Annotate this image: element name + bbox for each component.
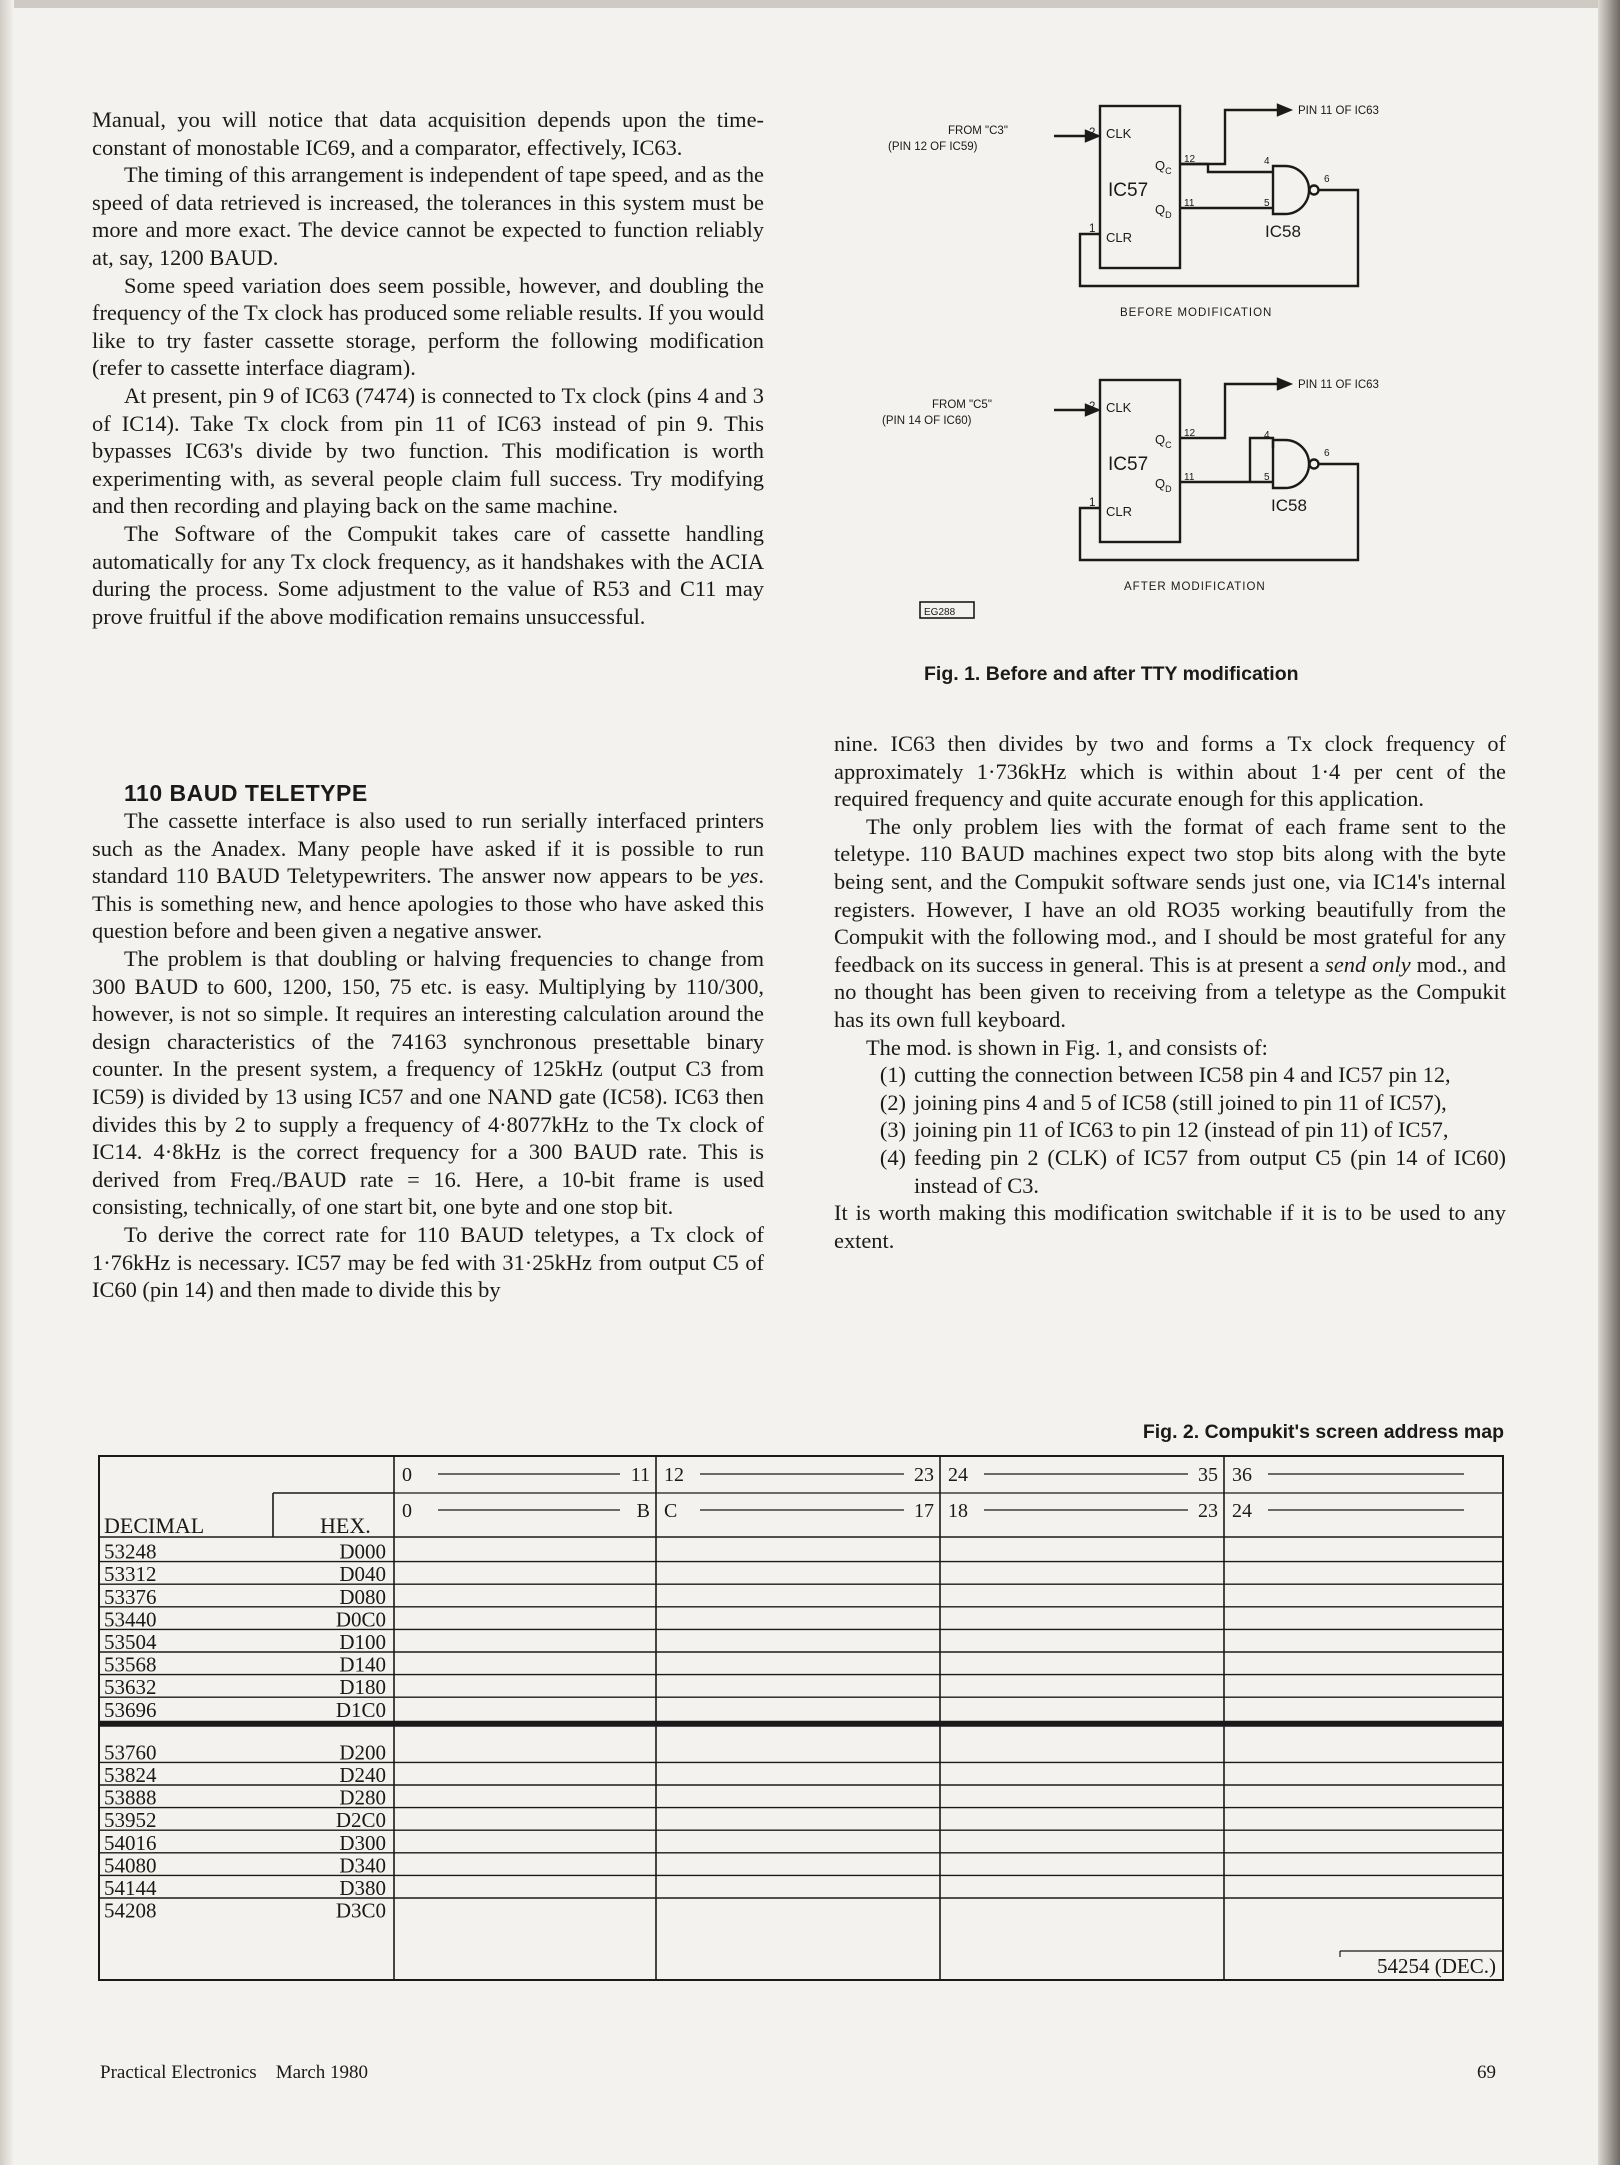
svg-text:12: 12 [1184, 154, 1196, 165]
list-item: (4) feeding pin 2 (CLK) of IC57 from output C5 (pin 14 of IC60) instead of C3. [879, 1144, 1506, 1198]
svg-text:1: 1 [1089, 497, 1096, 509]
paragraph: At present, pin 9 of IC63 (7474) is connected to Tx clock (pins 4 and 3 of IC14). Take Tx clock from pin 11 of IC63 instead of pin 9. This bypasses IC63's divide by two function. This modification is worth experimenting with, as several people claim full success. Try modifying and then recording and playing back on the same machine. [92, 382, 764, 519]
col-range-dec-start: 12 [664, 1464, 684, 1486]
screen-address-map [98, 1455, 1504, 1985]
svg-text:QC: $Q_C$ [1155, 158, 1172, 176]
col-range-hex-start: 18 [948, 1500, 968, 1522]
hex-address: D380 [339, 1876, 386, 1900]
svg-text:1: 1 [1089, 223, 1096, 235]
fig1-from-label: FROM "C3" [948, 125, 1008, 137]
svg-text:2: 2 [1089, 401, 1096, 413]
svg-text:CLR: CLR [1106, 230, 1133, 245]
hex-address: D280 [339, 1785, 386, 1810]
hex-address: D240 [339, 1763, 386, 1787]
col-range-hex-start: 0 [402, 1500, 412, 1522]
paragraph: The mod. is shown in Fig. 1, and consists of: [866, 1034, 1268, 1060]
paragraph: The Software of the Compukit takes care of cassette handling automatically for any Tx clock frequency, as it handshakes with the ACIA during the process. Some adjustment to the value of R53 and C11 may prove fruitful if the above modification remains unsuccessful. [92, 520, 764, 629]
hex-address: D040 [339, 1562, 386, 1587]
ic57-label: IC57 [1108, 180, 1149, 201]
fig2-caption: Fig. 2. Compukit's screen address map [1142, 1421, 1504, 1443]
svg-text:IC57: IC57 [1108, 454, 1149, 475]
table-frame [99, 1456, 1503, 1980]
hex-address: D080 [339, 1584, 386, 1609]
svg-text:FROM "C5": FROM "C5" [932, 399, 992, 411]
decimal-address: 53952 [104, 1808, 157, 1833]
paragraph: The only problem lies with the format of each frame sent to the teletype. 110 BAUD machines expect two stop bits along with the byte being sent, and the Compukit software sends just one, via IC14's internal registers. However, I have an old RO35 working beautifully from the Compukit with the following mod., and I should be most grateful for any feedback on its success in general. This is at present a send only mod., and no thought has been given to receiving from a teletype as the Compukit has its own full keyboard. [834, 813, 1506, 1032]
svg-text:4: 4 [1264, 156, 1270, 167]
svg-text:(PIN 14 OF IC60): (PIN 14 OF IC60) [882, 415, 972, 427]
paragraph: Some speed variation does seem possible, however, and doubling the frequency of the Tx clock has produced some reliable results. If you would like to try faster cassette storage, perform the following modification (refer to cassette interface diagram). [92, 272, 764, 381]
col-range-dec-start: 0 [402, 1464, 412, 1486]
decimal-address: 53248 [104, 1539, 157, 1564]
svg-text:11: 11 [1184, 198, 1195, 209]
paragraph: The timing of this arrangement is independent of tape speed, and as the speed of data retrieved is increased, the tolerances in this system must be more and more exact. The device cannot be expected to function reliably at, say, 1200 BAUD. [92, 162, 764, 270]
fig1-from-pin: (PIN 12 OF IC59) [888, 141, 978, 153]
section-heading: 110 BAUD TELETYPE [124, 780, 368, 806]
hex-address: D100 [339, 1630, 386, 1654]
decimal-address: 54144 [104, 1876, 157, 1900]
col-range-dec-start: 36 [1232, 1464, 1252, 1486]
svg-text:QC: $Q_C$ [1155, 432, 1172, 450]
col-range-dec-start: 24 [948, 1464, 968, 1486]
right-column-text [834, 730, 1506, 1254]
hex-address: D2C0 [335, 1808, 386, 1833]
list-item: (2) joining pins 4 and 5 of IC58 (still joined to pin 11 of IC57), [879, 1089, 1447, 1115]
decimal-address: 54016 [104, 1830, 157, 1855]
left-column-text [92, 106, 764, 630]
decimal-address: 53312 [104, 1562, 157, 1587]
paragraph: The cassette interface is also used to run serially interfaced printers such as the Anadex. Many people have asked if it is possible to run standard 110 BAUD Teletypewriters. The answer now appears to be yes. This is something new, and hence apologies to those who have asked this question before and been given a negative answer. [92, 808, 764, 944]
svg-text:CLK: CLK [1106, 126, 1132, 141]
fig1-caption: Fig. 1. Before and after TTY modification [924, 663, 1299, 685]
hex-address: D180 [339, 1675, 386, 1700]
svg-text:CLR: CLR [1106, 504, 1133, 519]
magazine-name: Practical Electronics [100, 2062, 257, 2083]
decimal-address: 53568 [104, 1652, 157, 1677]
svg-text:11: 11 [1184, 472, 1195, 483]
modification-list [834, 1061, 1506, 1199]
paragraph: nine. IC63 then divides by two and forms a Tx clock frequency of approximately 1·736kHz which is within about 1·4 per cent of the required frequency and quite accurate enough for this application. [834, 731, 1506, 812]
paragraph: It is worth making this modification switchable if it is to be used to any extent. [834, 1200, 1506, 1253]
list-item: (1) cutting the connection between IC58 pin 4 and IC57 pin 12, [879, 1062, 1451, 1088]
svg-text:QD: $Q_D$ [1155, 202, 1172, 220]
col-range-hex-end: B [636, 1500, 650, 1522]
before-label: BEFORE MODIFICATION [1120, 307, 1273, 319]
svg-text:IC58: IC58 [1271, 496, 1307, 515]
decimal-address: 53760 [104, 1740, 157, 1765]
page-number: 69 [1477, 2062, 1496, 2083]
hex-address: D300 [339, 1830, 386, 1855]
col-range-hex-start: C [664, 1500, 678, 1522]
col-range-hex-start: 24 [1232, 1500, 1252, 1522]
svg-text:6: 6 [1324, 174, 1330, 185]
decimal-header: DECIMAL [104, 1513, 205, 1538]
paragraph: The problem is that doubling or halving frequencies to change from 300 BAUD to 600, 1200, 150, 75 etc. is easy. Multiplying by 110/300, however, is not so simple. It requires an interesting calculation around the design characteristics of the 74163 synchronous presettable binary counter. In the present system, a frequency of 125kHz (output C3 from IC59) is divided by 13 using IC57 and one NAND gate (IC58). IC63 then divides this by 2 to supply a frequency of 4·8077kHz to the Tx clock of IC14. 4·8kHz is the correct frequency for a 300 BAUD rate. This is derived from Freq./BAUD rate = 16. Here, a 10-bit frame is used consisting, technically, of one start bit, one byte and one stop bit. [92, 945, 764, 1220]
end-address-label: 54254 (DEC.) [1377, 1954, 1496, 1978]
hex-address: D340 [339, 1853, 386, 1878]
svg-text:5: 5 [1264, 472, 1270, 483]
svg-text:5: 5 [1264, 198, 1270, 209]
hex-address: D3C0 [335, 1898, 386, 1923]
hex-header: HEX. [320, 1513, 371, 1538]
decimal-address: 53824 [104, 1763, 157, 1787]
teletype-section [92, 780, 764, 1304]
svg-text:2: 2 [1089, 127, 1096, 139]
hex-address: D140 [339, 1652, 386, 1677]
hex-address: D0C0 [335, 1607, 386, 1632]
decimal-address: 53440 [104, 1607, 157, 1632]
decimal-address: 53504 [104, 1630, 157, 1654]
decimal-address: 53632 [104, 1675, 157, 1700]
col-range-hex-end: 23 [1198, 1500, 1218, 1522]
svg-text:PIN 11 OF IC63: PIN 11 OF IC63 [1298, 379, 1379, 391]
col-range-dec-end: 11 [630, 1464, 650, 1486]
ic58-label: IC58 [1265, 222, 1301, 241]
svg-text:6: 6 [1324, 448, 1330, 459]
svg-text:QD: $Q_D$ [1155, 476, 1172, 494]
decimal-address: 53376 [104, 1584, 157, 1609]
list-item: (3) joining pin 11 of IC63 to pin 12 (instead of pin 11) of IC57, [879, 1117, 1449, 1143]
svg-text:CLK: CLK [1106, 400, 1132, 415]
svg-text:12: 12 [1184, 428, 1196, 439]
issue-date: March 1980 [275, 2062, 369, 2083]
hex-address: D000 [339, 1539, 386, 1564]
hex-address: D200 [339, 1740, 386, 1765]
svg-text:4: 4 [1264, 430, 1270, 441]
col-range-dec-end: 23 [914, 1464, 934, 1486]
figure-code: EG288 [924, 607, 956, 618]
decimal-address: 54080 [104, 1853, 157, 1878]
col-range-hex-end: 17 [914, 1500, 934, 1522]
decimal-address: 53696 [104, 1697, 157, 1722]
hex-address: D1C0 [335, 1697, 386, 1722]
decimal-address: 53888 [104, 1785, 157, 1810]
pin11-label: PIN 11 OF IC63 [1298, 105, 1379, 117]
decimal-address: 54208 [104, 1898, 157, 1923]
col-range-dec-end: 35 [1198, 1464, 1218, 1486]
footer-magazine [100, 2062, 368, 2084]
after-label: AFTER MODIFICATION [1124, 581, 1266, 593]
paragraph: Manual, you will notice that data acquisition depends upon the time-constant of monostable IC69, and a comparator, effectively, IC63. [92, 107, 764, 160]
fig1-circuit-diagram [880, 92, 1440, 652]
paragraph: To derive the correct rate for 110 BAUD teletypes, a Tx clock of 1·76kHz is necessary. IC57 may be fed with 31·25kHz from output C5 of IC60 (pin 14) and then made to divide this by [92, 1221, 764, 1303]
